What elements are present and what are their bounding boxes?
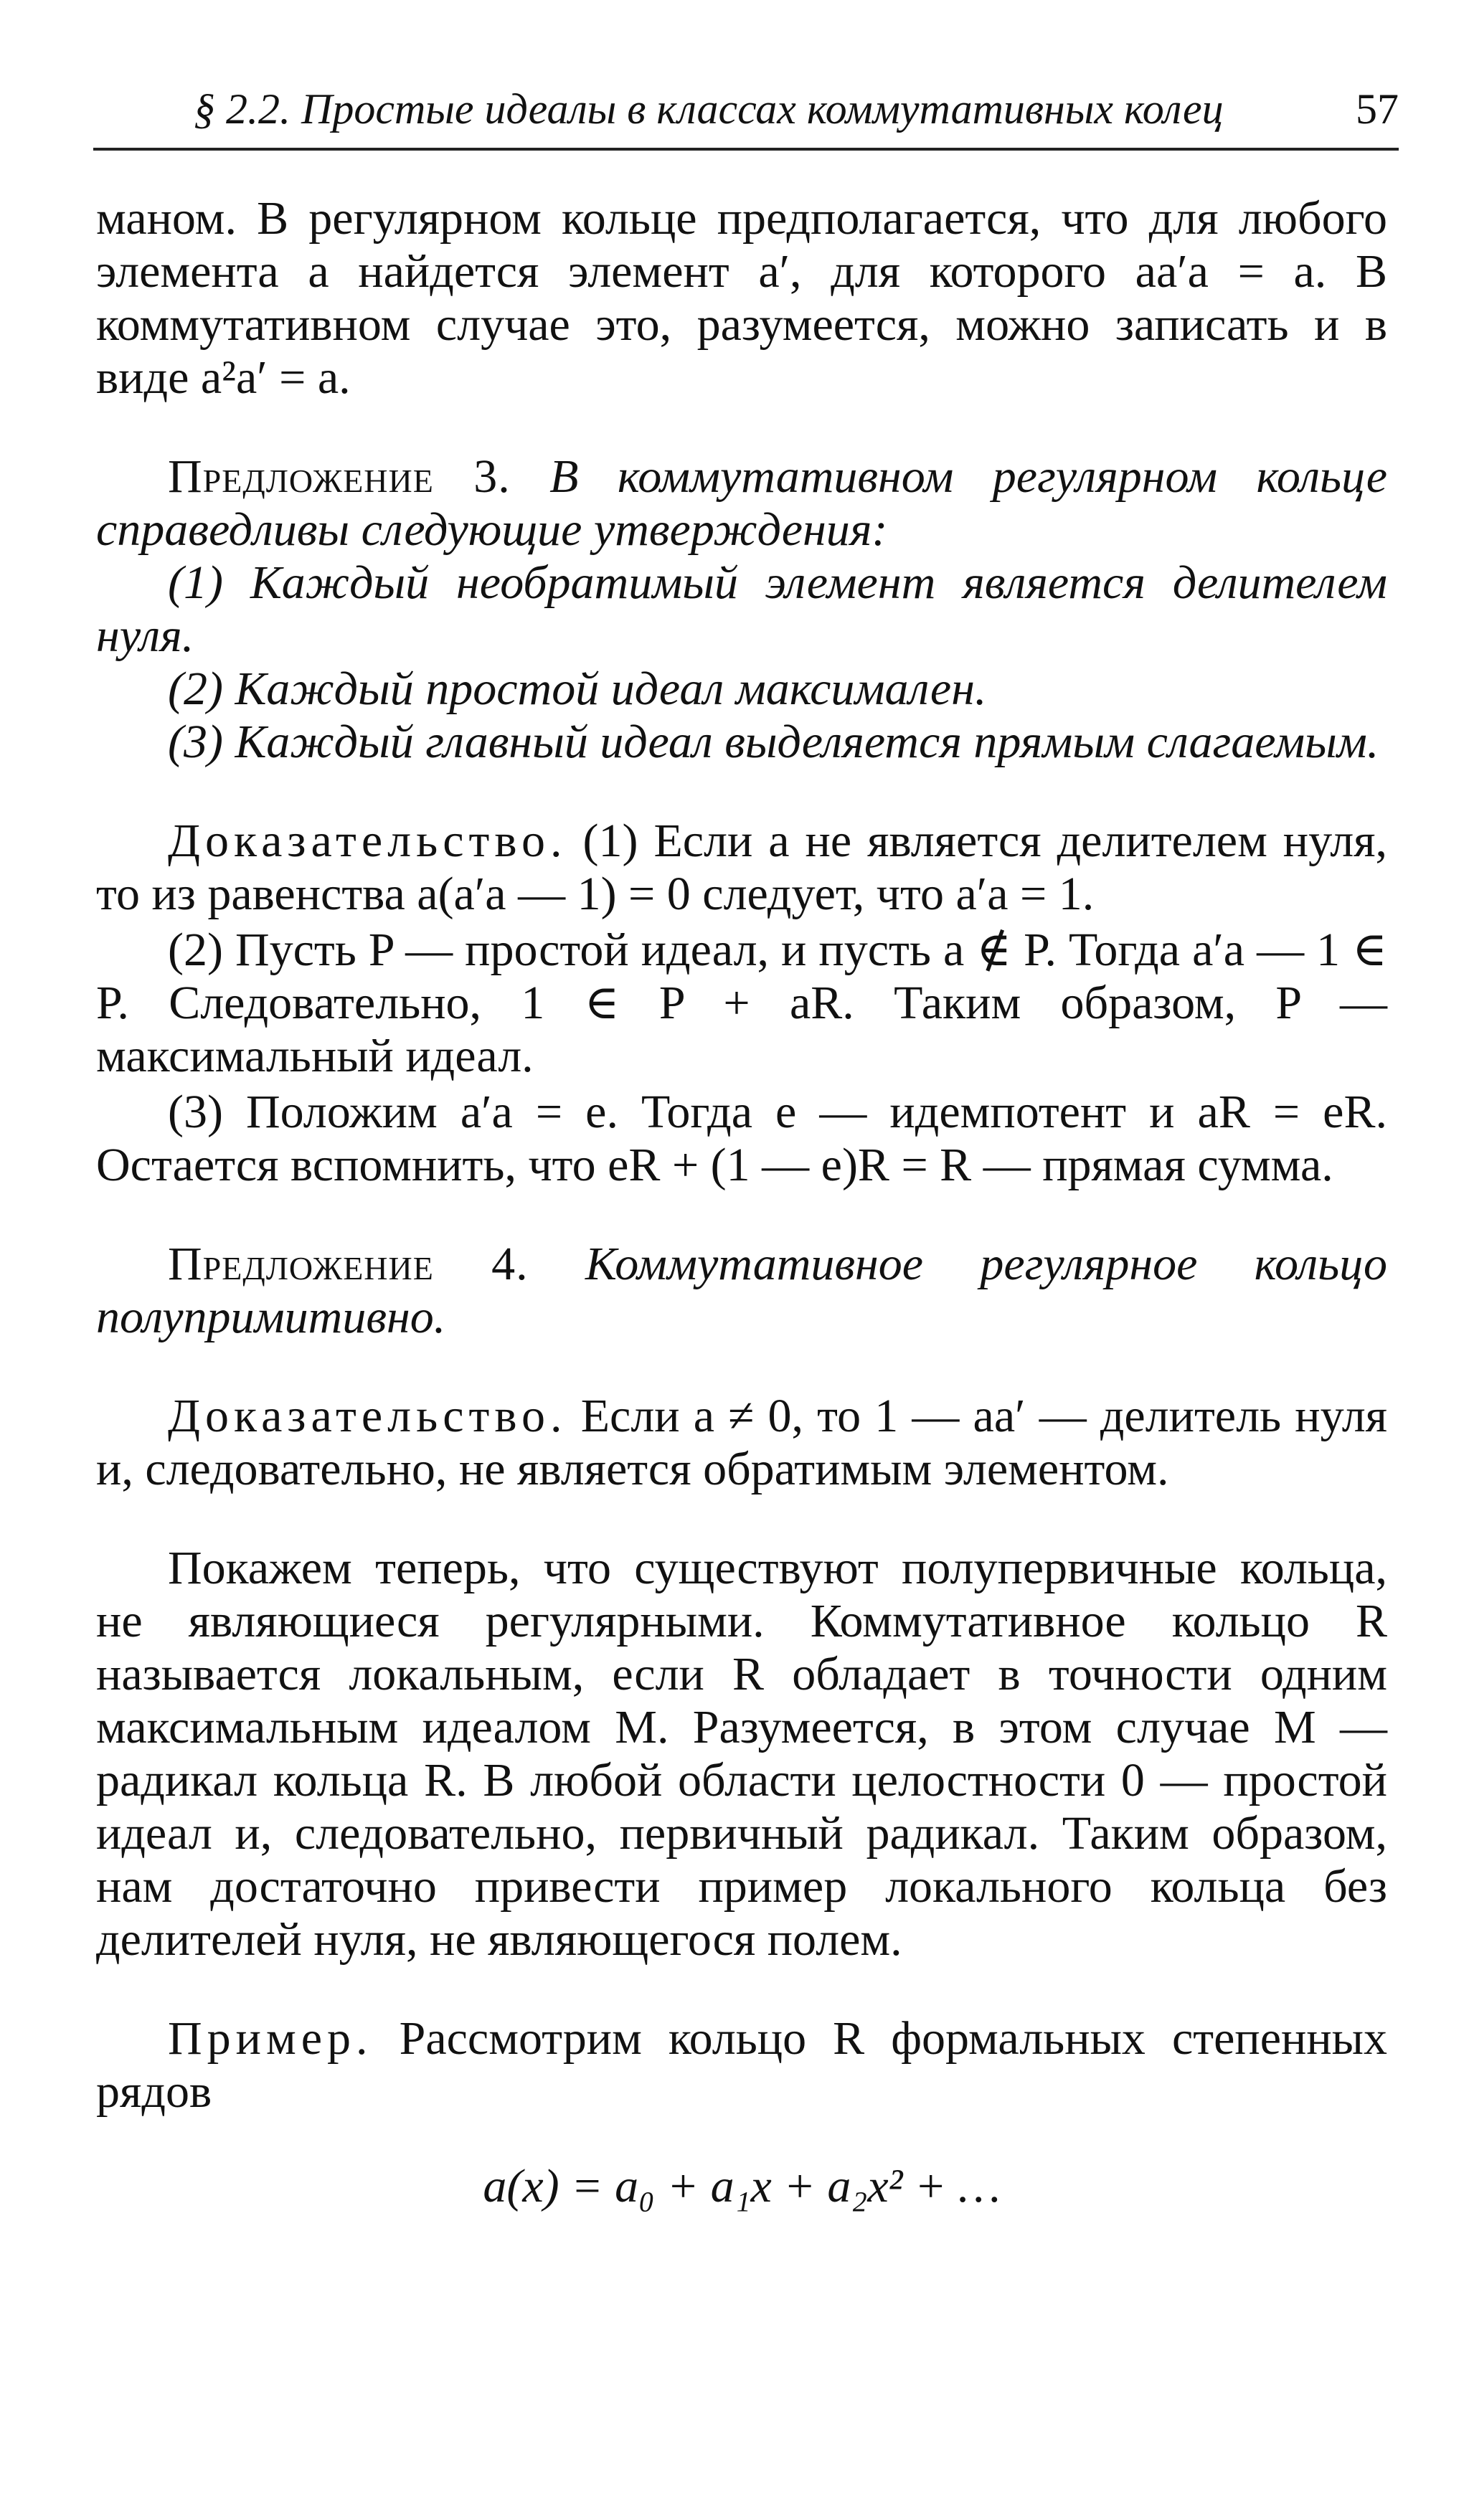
proposition-3 — [96, 450, 1387, 556]
proposition-4 — [96, 1238, 1387, 1344]
proposition-4-statement: Коммутативное регулярное кольцо полупримитивно. — [96, 1238, 1387, 1343]
power-series-formula: a(x) = a₀ + a₁x + a₂x² + … — [483, 2160, 1001, 2212]
proposition-3-label: Предложение 3. — [168, 450, 511, 503]
proposition-3-item-3: (3) Каждый главный идеал выделяется прямым слагаемым. — [168, 716, 1379, 768]
proposition-3-statement: В коммутативном регулярном кольце справедливы следующие утверждения: — [96, 450, 1388, 556]
header-rule — [93, 148, 1399, 151]
proof-item-1: (1) Если a не является делителем нуля, то из равенства a(a′a — 1) = 0 следует, что a′a = 1. — [96, 815, 1388, 920]
example — [96, 2012, 1387, 2118]
proof-proposition-4 — [96, 1390, 1387, 1496]
section-title: § 2.2. Простые идеалы в классах коммутативных колец — [194, 85, 1224, 133]
proposition-4-label: Предложение 4. — [168, 1238, 529, 1290]
proof-item-3: (3) Положим a′a = e. Тогда e — идемпотент и aR = eR. Остается вспомнить, что eR + (1 — e)R = R — прямая сумма. — [96, 1086, 1387, 1191]
running-header — [194, 77, 1399, 141]
proof-label-2: Доказательство. — [168, 1390, 567, 1442]
page-body — [96, 192, 1387, 2213]
paragraph-local-rings: Покажем теперь, что существуют полупервичные кольца, не являющиеся регулярными. Коммутативное кольцо R называется локальным, если R обладает в точности одним максимальным идеалом M. Разумеется, в этом случае M — радикал кольца R. В любой области целостности 0 — простой идеал и, следовательно, первичный радикал. Таким образом, нам достаточно привести пример локального кольца без делителей нуля, не являющегося полем. — [96, 1542, 1387, 1966]
page-number: 57 — [1356, 85, 1399, 133]
proof-label: Доказательство. — [168, 815, 567, 867]
proposition-3-item-1: (1) Каждый необратимый элемент является делителем нуля. — [96, 556, 1387, 662]
example-label: Пример. — [168, 2012, 373, 2065]
proof-proposition-3 — [96, 815, 1387, 921]
proof-text-2: Если a ≠ 0, то 1 — aa′ — делитель нуля и, следовательно, не является обратимым элементом. — [96, 1390, 1387, 1495]
proof-item-2: (2) Пусть P — простой идеал, и пусть a ∉ P. Тогда a′a — 1 ∈ P. Следовательно, 1 ∈ P + aR. Таким образом, P — максимальный идеал. — [96, 924, 1387, 1082]
paragraph-regular-ring: маном. В регулярном кольце предполагается, что для любого элемента a найдется элемент a′, для которого aa′a = a. В коммутативном случае это, разумеется, можно записать и в виде a²a′ = a. — [96, 192, 1387, 404]
proposition-3-item-2: (2) Каждый простой идеал максимален. — [168, 663, 987, 715]
example-text: Рассмотрим кольцо R формальных степенных рядов — [96, 2012, 1388, 2118]
